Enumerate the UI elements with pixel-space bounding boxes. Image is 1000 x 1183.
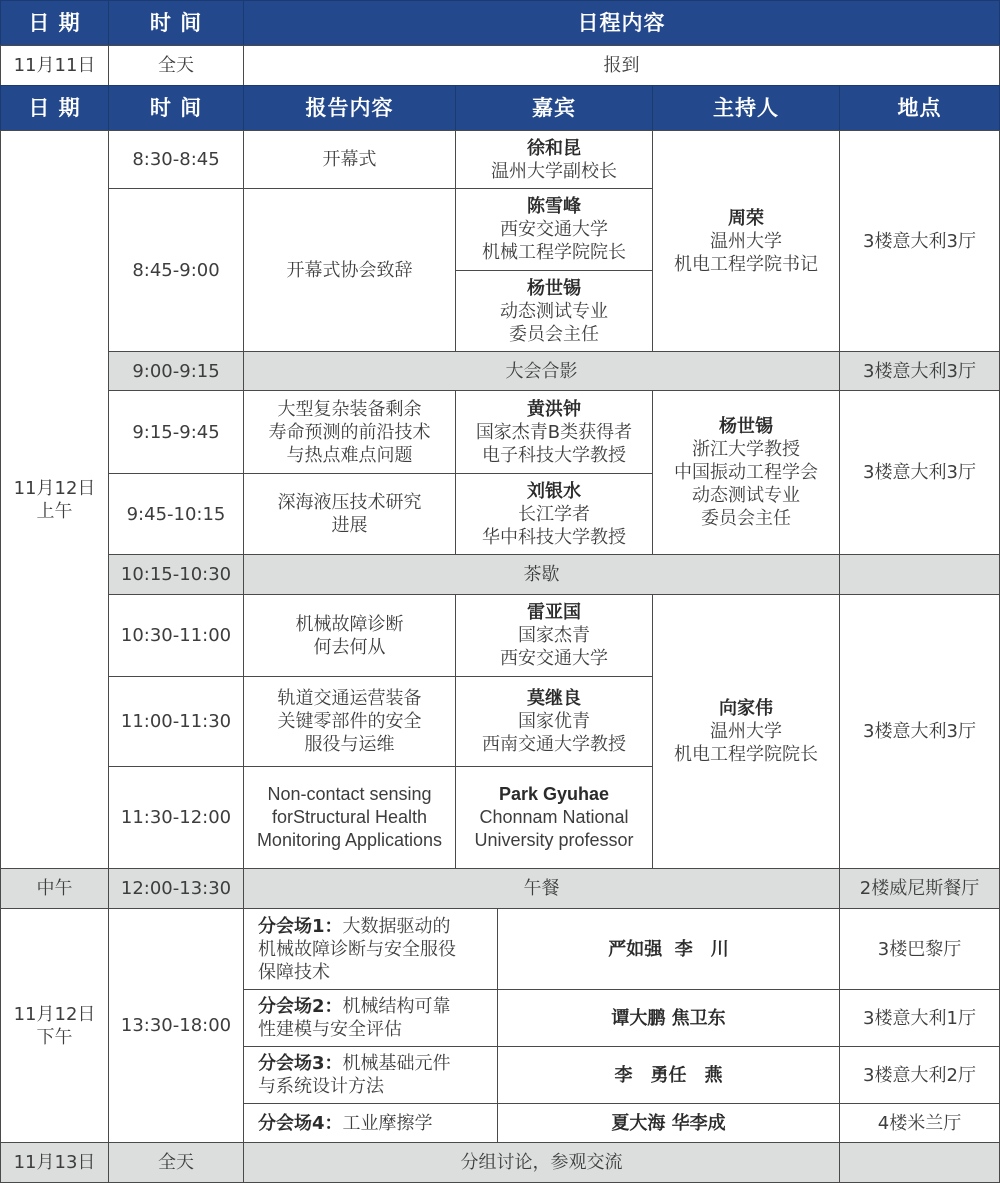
day3-venue [839,1142,1000,1183]
slot-guest [455,270,653,352]
registration-time: 全天 [108,45,244,86]
session-label: 分会场1： [258,915,343,937]
guest-title: 西南交通大学教授 [482,734,626,755]
guest-title: 动态测试专业 [500,300,608,322]
topic-line: 开幕式 [322,149,377,170]
venue-cell [839,554,1000,595]
slot-time: 8:30-8:45 [108,130,244,189]
session-topic-line: 性建模与安全评估 [258,1019,402,1040]
topic-line: 机械故障诊断 [295,613,404,635]
slot-time: 8:45-9:00 [108,188,244,352]
slot-topic [243,766,456,869]
slot-time: 9:00-9:15 [108,351,244,391]
slot-topic [243,594,456,677]
topic-line: 寿命预测的前沿技术 [268,421,431,443]
morning-date-line2: 上午 [36,500,73,522]
session-topic [243,908,498,990]
session-label: 分会场2： [258,996,343,1017]
host-title: 中国振动工程学会 [674,462,818,483]
registration-content: 报到 [243,45,1000,86]
slot-guest [455,130,653,189]
session-chairs: 李 勇任 燕 [497,1046,840,1104]
guest-title: 委员会主任 [509,323,599,345]
guest-title: 温州大学副校长 [491,160,617,182]
topic-line: 进展 [331,515,368,536]
session-topic-line: 机械故障诊断与安全服役 [258,938,456,960]
session-topic-line: 机械结构可靠 [342,996,451,1017]
slot-time: 9:15-9:45 [108,390,244,474]
day3-date: 11月13日 [0,1142,109,1183]
slot-guest [455,676,653,767]
topic-line: Monitoring Applications [256,830,443,850]
venue-cell: 3楼意大利3厅 [839,130,1000,352]
guest-name: Park Gyuhae [498,784,610,804]
host-title: 浙江大学教授 [692,439,800,460]
session-topic [243,1046,498,1104]
session-topic-line: 与系统设计方法 [258,1076,384,1097]
host-title: 机电工程学院书记 [674,253,818,275]
noon-venue: 2楼威尼斯餐厅 [839,868,1000,909]
guest-title: 西安交通大学 [500,648,608,669]
host-title: 温州大学 [710,230,782,252]
guest-name: 黄洪钟 [527,398,581,420]
header-schedule-content: 日程内容 [243,0,1000,46]
morning-date [0,130,109,869]
host-title: 机电工程学院院长 [674,744,818,765]
guest-title: 机械工程学院院长 [482,242,626,263]
guest-title: 国家杰青B类获得者 [475,421,633,443]
slot-guest [455,390,653,474]
day3-content: 分组讨论，参观交流 [243,1142,840,1183]
host-cell [652,594,840,869]
noon-content: 午餐 [243,868,840,909]
header2-topic: 报告内容 [243,85,456,131]
host-title: 动态测试专业 [692,485,800,506]
topic-line: 开幕式协会致辞 [286,259,413,281]
session-topic [243,1103,498,1143]
venue-cell: 3楼意大利3厅 [839,594,1000,869]
guest-title: 电子科技大学教授 [482,444,626,466]
session-topic-line: 保障技术 [258,961,330,983]
host-cell [652,130,840,352]
session-venue: 4楼米兰厅 [839,1103,1000,1143]
guest-name: 莫继良 [527,688,581,709]
noon-time: 12:00-13:30 [108,868,244,909]
venue-cell: 3楼意大利3厅 [839,390,1000,555]
host-name: 向家伟 [719,698,773,719]
afternoon-date-line1: 11月12日 [13,1003,96,1025]
guest-name: 陈雪峰 [527,196,581,217]
venue-cell: 3楼意大利3厅 [839,351,1000,391]
slot-guest [455,594,653,677]
guest-title: 国家优青 [518,711,590,732]
guest-name: 徐和昆 [527,137,581,159]
host-title: 委员会主任 [701,508,791,529]
slot-time: 9:45-10:15 [108,473,244,555]
topic-line: 何去何从 [313,636,386,658]
host-title: 温州大学 [710,721,782,742]
slot-guest [455,188,653,271]
session-topic [243,989,498,1047]
session-topic-line: 工业摩擦学 [342,1112,433,1134]
slot-time: 10:30-11:00 [108,594,244,677]
afternoon-time: 13:30-18:00 [108,908,244,1143]
session-label: 分会场4： [258,1112,343,1134]
guest-name: 杨世锡 [527,277,581,299]
break-content: 茶歇 [243,554,840,595]
guest-name: 刘银水 [527,480,581,502]
slot-topic [243,188,456,352]
morning-date-line1: 11月12日 [13,477,96,499]
afternoon-date [0,908,109,1143]
guest-title: 长江学者 [518,503,590,525]
header-date: 日 期 [0,0,109,46]
guest-title: University professor [474,830,634,850]
topic-line: 轨道交通运营装备 [277,688,422,709]
header2-host: 主持人 [652,85,840,131]
afternoon-date-line2: 下午 [36,1026,73,1048]
slot-topic [243,676,456,767]
session-chairs: 夏大海 华李成 [497,1103,840,1143]
guest-title: Chonnam National [479,807,629,827]
guest-name: 雷亚国 [527,602,581,623]
session-chairs: 谭大鹏 焦卫东 [497,989,840,1047]
slot-topic [243,390,456,474]
header2-venue: 地点 [839,85,1000,131]
session-chairs: 严如强 李 川 [497,908,840,990]
topic-line: 深海液压技术研究 [277,492,422,513]
slot-time: 10:15-10:30 [108,554,244,595]
header2-date: 日 期 [0,85,109,131]
topic-line: 服役与运维 [304,734,395,755]
slot-time: 11:30-12:00 [108,766,244,869]
slot-guest [455,473,653,555]
break-content: 大会合影 [243,351,840,391]
host-name: 杨世锡 [719,416,773,437]
session-topic-line: 机械基础元件 [342,1053,451,1074]
session-venue: 3楼意大利1厅 [839,989,1000,1047]
host-cell [652,390,840,555]
registration-date: 11月11日 [0,45,109,86]
guest-title: 华中科技大学教授 [482,526,626,548]
topic-line: 大型复杂装备剩余 [277,398,422,420]
header2-guest: 嘉宾 [455,85,653,131]
header-time: 时 间 [108,0,244,46]
session-venue: 3楼意大利2厅 [839,1046,1000,1104]
topic-line: forStructural Health [271,807,428,827]
noon-date: 中午 [0,868,109,909]
topic-line: Non-contact sensing [267,784,432,804]
slot-topic [243,130,456,189]
host-name: 周荣 [728,207,764,229]
session-label: 分会场3： [258,1053,343,1074]
guest-title: 国家杰青 [518,625,590,646]
session-topic-line: 大数据驱动的 [342,915,451,937]
topic-line: 关键零部件的安全 [277,711,422,732]
topic-line: 与热点难点问题 [286,444,413,466]
slot-time: 11:00-11:30 [108,676,244,767]
slot-guest [455,766,653,869]
slot-topic [243,473,456,555]
guest-title: 西安交通大学 [500,219,608,240]
session-venue: 3楼巴黎厅 [839,908,1000,990]
header2-time: 时 间 [108,85,244,131]
day3-time: 全天 [108,1142,244,1183]
